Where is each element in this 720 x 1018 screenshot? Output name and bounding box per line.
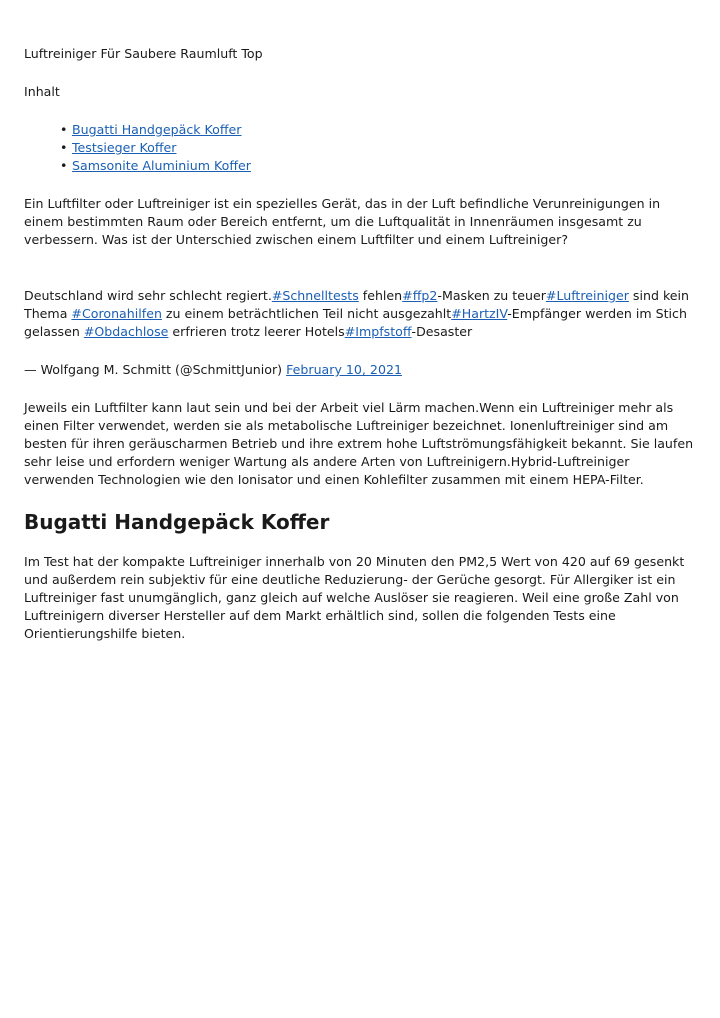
toc-link-bugatti[interactable]: Bugatti Handgepäck Koffer <box>72 122 242 137</box>
toc-item <box>60 139 700 157</box>
section-paragraph: Im Test hat der kompakte Luftreiniger innerhalb von 20 Minuten den PM2,5 Wert von 420 auf 69 gesenkt und außerdem rein subjektiv für eine deutliche Reduzierung- der Gerüche gesorgt. Für Allergiker ist ein Luftreiniger fast unumgänglich, ganz gleich auf welche Auslöser sie reagieren. Weil eine große Zahl von Luftreinigern diverser Hersteller auf dem Markt erhältlich sind, sollen die folgenden Tests eine Orientierungshilfe bieten. <box>24 554 685 641</box>
tweet-text: -Desaster <box>411 324 473 339</box>
hashtag-link-impfstoff[interactable]: #Impfstoff <box>344 324 412 339</box>
hashtag-link-ffp2[interactable]: #ffp2 <box>402 288 438 303</box>
section-heading: Bugatti Handgepäck Koffer <box>24 510 330 534</box>
tweet-text: zu einem beträchtlichen Teil nicht ausgezahlt <box>161 306 452 321</box>
toc-item <box>60 157 700 175</box>
intro-paragraph: Ein Luftfilter oder Luftreiniger ist ein spezielles Gerät, das in der Luft befindliche Verunreinigungen in einem bestimmten Raum oder Bereich entfernt, um die Luftqualität in Innenräumen insgesamt zu verbessern. Was ist der Unterschied zwischen einem Luftfilter und einem Luftreiniger? <box>24 196 661 247</box>
hashtag-link-coronahilfen[interactable]: #Coronahilfen <box>71 306 162 321</box>
article <box>24 45 700 663</box>
toc-link-samsonite[interactable]: Samsonite Aluminium Koffer <box>72 158 251 173</box>
tweet-text: -Empfänger werden im Stich gelassen <box>24 306 687 339</box>
hashtag-link-obdachlose[interactable]: #Obdachlose <box>83 324 169 339</box>
tweet-text: -Masken zu teuer <box>437 288 546 303</box>
tweet-text: Deutschland wird sehr schlecht regiert. <box>24 288 272 303</box>
tweet-date-link[interactable]: February 10, 2021 <box>286 362 402 377</box>
site-title: Luftreiniger Für Saubere Raumluft Top <box>24 46 263 61</box>
body-paragraph: Jeweils ein Luftfilter kann laut sein und bei der Arbeit viel Lärm machen.Wenn ein Luftreiniger mehr als einen Filter verwendet, werden sie als metabolische Luftreiniger bezeichnet. Ionenluftreiniger sind am besten für ihren geräuscharmen Betrieb und ihre extrem hohe Luftströmungsfähigkeit bekannt. Sie laufen sehr leise und erfordern weniger Wartung als andere Arten von Luftreinigern.Hybrid-Luftreiniger verwenden Technologien wie den Ionisator und einen Kohlefilter zusammen mit einem HEPA-Filter. <box>24 400 694 487</box>
toc-link-testsieger[interactable]: Testsieger Koffer <box>72 140 177 155</box>
embedded-tweet <box>24 287 700 341</box>
toc-heading: Inhalt <box>24 84 60 99</box>
hashtag-link-schnelltests[interactable]: #Schnelltests <box>271 288 359 303</box>
tweet-text: sind kein Thema <box>24 288 690 321</box>
table-of-contents <box>24 121 700 175</box>
tweet-attribution <box>24 361 700 379</box>
toc-item <box>60 121 700 139</box>
tweet-text: erfrieren trotz leerer Hotels <box>168 324 345 339</box>
tweet-text: fehlen <box>358 288 403 303</box>
hashtag-link-luftreiniger[interactable]: #Luftreiniger <box>545 288 629 303</box>
tweet-author: — Wolfgang M. Schmitt (@SchmittJunior) <box>24 362 287 377</box>
hashtag-link-hartziv[interactable]: #HartzIV <box>451 306 508 321</box>
